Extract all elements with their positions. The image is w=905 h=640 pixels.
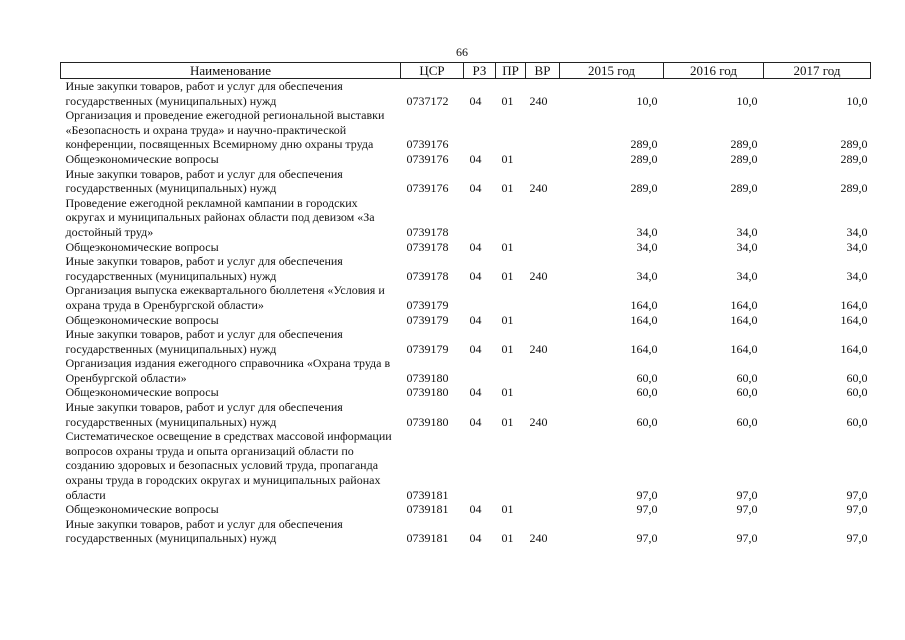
row-value-2016: 34,0 bbox=[736, 268, 758, 283]
table-body bbox=[61, 79, 871, 547]
row-pr: 01 bbox=[501, 385, 514, 400]
row-vr: 240 bbox=[529, 93, 548, 108]
table-row bbox=[61, 429, 871, 502]
row-value-2017: 164,0 bbox=[840, 312, 868, 327]
row-value-2016: 97,0 bbox=[736, 502, 758, 517]
row-csr: 0739178 bbox=[406, 224, 449, 239]
table-row bbox=[61, 196, 871, 240]
row-value-2016: 289,0 bbox=[730, 137, 758, 152]
row-vr bbox=[526, 385, 560, 400]
row-value-2016: 60,0 bbox=[736, 385, 758, 400]
row-value-2015: 289,0 bbox=[630, 151, 658, 166]
row-name: Организация издания ежегодного справочника «Охрана труда в Оренбургской области» bbox=[65, 356, 391, 385]
table-row bbox=[61, 356, 871, 385]
row-name: Иные закупки товаров, работ и услуг для обеспечения государственных (муниципальных) нужд bbox=[65, 254, 343, 283]
row-value-2016: 34,0 bbox=[736, 239, 758, 254]
budget-table bbox=[60, 62, 871, 546]
row-vr bbox=[526, 240, 560, 255]
row-csr: 0739176 bbox=[406, 181, 449, 196]
row-rz: 04 bbox=[469, 531, 482, 546]
row-value-2016: 34,0 bbox=[736, 224, 758, 239]
row-csr: 0739181 bbox=[406, 531, 449, 546]
row-value-2015: 164,0 bbox=[630, 312, 658, 327]
row-rz bbox=[464, 356, 496, 385]
table-row bbox=[61, 502, 871, 517]
header-csr: ЦСР bbox=[401, 63, 464, 79]
row-value-2015: 34,0 bbox=[636, 239, 658, 254]
row-value-2017: 34,0 bbox=[846, 268, 868, 283]
row-vr bbox=[526, 313, 560, 328]
table-row bbox=[61, 108, 871, 152]
row-value-2015: 289,0 bbox=[630, 137, 658, 152]
header-2017: 2017 год bbox=[764, 63, 871, 79]
row-pr: 01 bbox=[501, 181, 514, 196]
table-row bbox=[61, 79, 871, 109]
row-value-2015: 97,0 bbox=[636, 502, 658, 517]
row-csr: 0739179 bbox=[406, 297, 449, 312]
table-row bbox=[61, 517, 871, 546]
row-vr bbox=[526, 108, 560, 152]
row-value-2016: 164,0 bbox=[730, 341, 758, 356]
row-value-2016: 289,0 bbox=[730, 181, 758, 196]
row-csr: 0739176 bbox=[406, 137, 449, 152]
row-pr: 01 bbox=[501, 312, 514, 327]
row-csr: 0737172 bbox=[406, 93, 449, 108]
table-row bbox=[61, 283, 871, 312]
row-name: Систематическое освещение в средствах массовой информации вопросов охраны труда и опыта организаций области по созданию здоровых и безопасных условий труда, пропаганда охраны труда в городских округах и муниципальных районах области bbox=[65, 429, 392, 502]
row-value-2015: 60,0 bbox=[636, 385, 658, 400]
row-value-2017: 60,0 bbox=[846, 370, 868, 385]
row-pr: 01 bbox=[501, 268, 514, 283]
table-row bbox=[61, 385, 871, 400]
row-rz bbox=[464, 283, 496, 312]
table-row bbox=[61, 167, 871, 196]
row-value-2017: 289,0 bbox=[840, 137, 868, 152]
row-value-2015: 164,0 bbox=[630, 297, 658, 312]
row-pr bbox=[496, 108, 526, 152]
row-rz: 04 bbox=[469, 312, 482, 327]
row-pr bbox=[496, 429, 526, 502]
row-value-2017: 97,0 bbox=[846, 487, 868, 502]
row-vr: 240 bbox=[529, 181, 548, 196]
row-value-2016: 289,0 bbox=[730, 151, 758, 166]
row-value-2016: 97,0 bbox=[736, 487, 758, 502]
row-csr: 0739178 bbox=[406, 239, 449, 254]
row-name: Общеэкономические вопросы bbox=[65, 239, 219, 254]
header-rz: РЗ bbox=[464, 63, 496, 79]
row-pr: 01 bbox=[501, 502, 514, 517]
row-pr bbox=[496, 196, 526, 240]
row-value-2017: 34,0 bbox=[846, 224, 868, 239]
row-value-2015: 289,0 bbox=[630, 181, 658, 196]
row-vr: 240 bbox=[529, 341, 548, 356]
row-pr bbox=[496, 356, 526, 385]
row-pr: 01 bbox=[501, 151, 514, 166]
row-csr: 0739179 bbox=[406, 341, 449, 356]
row-csr: 0739176 bbox=[406, 151, 449, 166]
row-rz: 04 bbox=[469, 385, 482, 400]
row-name: Общеэкономические вопросы bbox=[65, 502, 219, 517]
row-pr: 01 bbox=[501, 531, 514, 546]
row-name: Общеэкономические вопросы bbox=[65, 312, 219, 327]
row-name: Иные закупки товаров, работ и услуг для обеспечения государственных (муниципальных) нужд bbox=[65, 400, 343, 429]
row-pr: 01 bbox=[501, 93, 514, 108]
row-rz: 04 bbox=[469, 414, 482, 429]
page-number: 66 bbox=[456, 45, 468, 59]
row-value-2017: 97,0 bbox=[846, 531, 868, 546]
row-value-2016: 10,0 bbox=[736, 93, 758, 108]
row-vr bbox=[526, 502, 560, 517]
row-vr: 240 bbox=[529, 531, 548, 546]
row-value-2017: 60,0 bbox=[846, 414, 868, 429]
row-csr: 0739180 bbox=[406, 414, 449, 429]
row-value-2017: 164,0 bbox=[840, 341, 868, 356]
row-value-2016: 60,0 bbox=[736, 370, 758, 385]
row-value-2017: 164,0 bbox=[840, 297, 868, 312]
row-value-2015: 60,0 bbox=[636, 370, 658, 385]
row-csr: 0739181 bbox=[406, 502, 449, 517]
header-name: Наименование bbox=[61, 63, 401, 79]
row-rz bbox=[464, 196, 496, 240]
row-value-2016: 164,0 bbox=[730, 312, 758, 327]
row-rz: 04 bbox=[469, 341, 482, 356]
row-value-2017: 34,0 bbox=[846, 239, 868, 254]
row-value-2016: 97,0 bbox=[736, 531, 758, 546]
row-csr: 0739180 bbox=[406, 385, 449, 400]
table-row bbox=[61, 327, 871, 356]
row-value-2016: 164,0 bbox=[730, 297, 758, 312]
row-value-2015: 97,0 bbox=[636, 487, 658, 502]
row-vr: 240 bbox=[529, 268, 548, 283]
header-2015: 2015 год bbox=[560, 63, 664, 79]
row-pr bbox=[496, 283, 526, 312]
table-row bbox=[61, 254, 871, 283]
row-value-2017: 97,0 bbox=[846, 502, 868, 517]
row-value-2015: 164,0 bbox=[630, 341, 658, 356]
row-pr: 01 bbox=[501, 414, 514, 429]
table-row bbox=[61, 313, 871, 328]
row-value-2015: 34,0 bbox=[636, 224, 658, 239]
row-name: Организация выпуска ежеквартального бюллетеня «Условия и охрана труда в Оренбургской области» bbox=[65, 283, 385, 312]
row-vr bbox=[526, 356, 560, 385]
row-name: Иные закупки товаров, работ и услуг для обеспечения государственных (муниципальных) нужд bbox=[65, 327, 343, 356]
row-csr: 0739180 bbox=[406, 370, 449, 385]
row-pr: 01 bbox=[501, 239, 514, 254]
row-rz bbox=[464, 429, 496, 502]
row-name: Проведение ежегодной рекламной кампании в городских округах и муниципальных районах области под девизом «За достойный труд» bbox=[65, 195, 375, 239]
row-name: Организация и проведение ежегодной региональной выставки «Безопасность и охрана труда» и научно-практической конференции, посвященных Всемирному дню охраны труда bbox=[65, 108, 385, 152]
row-vr bbox=[526, 196, 560, 240]
table-row bbox=[61, 240, 871, 255]
row-value-2017: 289,0 bbox=[840, 181, 868, 196]
row-name: Иные закупки товаров, работ и услуг для обеспечения государственных (муниципальных) нужд bbox=[65, 79, 343, 108]
row-rz: 04 bbox=[469, 502, 482, 517]
row-value-2017: 60,0 bbox=[846, 385, 868, 400]
row-value-2015: 97,0 bbox=[636, 531, 658, 546]
row-name: Иные закупки товаров, работ и услуг для обеспечения государственных (муниципальных) нужд bbox=[65, 516, 343, 546]
row-rz bbox=[464, 108, 496, 152]
row-name: Общеэкономические вопросы bbox=[65, 385, 219, 400]
row-rz: 04 bbox=[469, 93, 482, 108]
row-vr bbox=[526, 429, 560, 502]
row-csr: 0739181 bbox=[406, 487, 449, 502]
header-2016: 2016 год bbox=[664, 63, 764, 79]
row-csr: 0739178 bbox=[406, 268, 449, 283]
header-pr: ПР bbox=[496, 63, 526, 79]
row-vr: 240 bbox=[529, 414, 548, 429]
row-value-2017: 289,0 bbox=[840, 151, 868, 166]
row-value-2015: 10,0 bbox=[636, 93, 658, 108]
row-value-2017: 10,0 bbox=[846, 93, 868, 108]
table-row bbox=[61, 152, 871, 167]
row-value-2015: 60,0 bbox=[636, 414, 658, 429]
row-vr bbox=[526, 152, 560, 167]
row-rz: 04 bbox=[469, 239, 482, 254]
row-vr bbox=[526, 283, 560, 312]
row-name: Общеэкономические вопросы bbox=[65, 151, 219, 166]
row-csr: 0739179 bbox=[406, 312, 449, 327]
header-vr: ВР bbox=[526, 63, 560, 79]
row-value-2016: 60,0 bbox=[736, 414, 758, 429]
row-pr: 01 bbox=[501, 341, 514, 356]
row-name: Иные закупки товаров, работ и услуг для обеспечения государственных (муниципальных) нужд bbox=[65, 166, 343, 196]
row-rz: 04 bbox=[469, 151, 482, 166]
row-rz: 04 bbox=[469, 181, 482, 196]
table-row bbox=[61, 400, 871, 429]
row-value-2015: 34,0 bbox=[636, 268, 658, 283]
row-rz: 04 bbox=[469, 268, 482, 283]
table-header bbox=[61, 63, 871, 79]
